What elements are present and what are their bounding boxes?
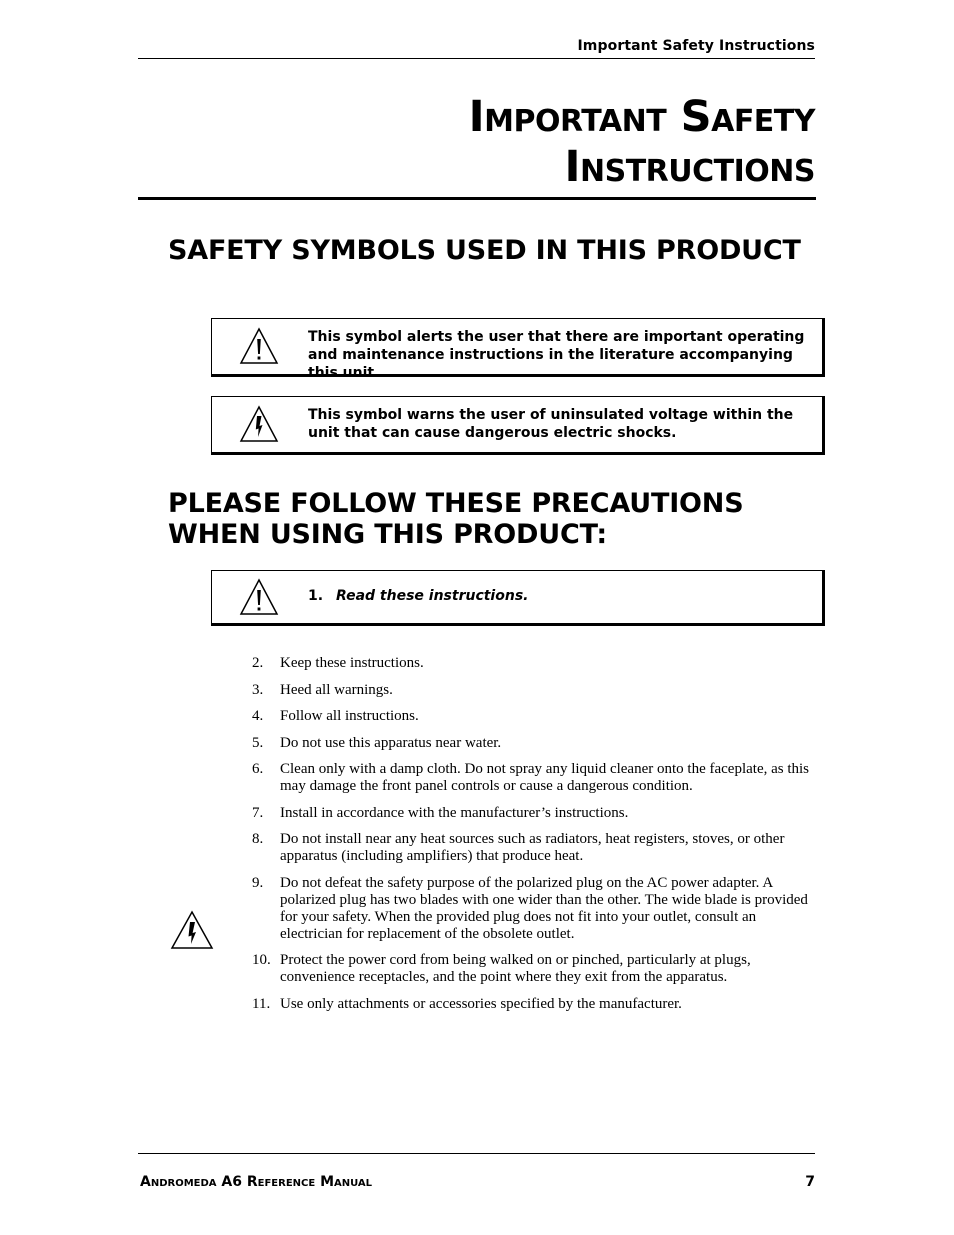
list-item-text: Install in accordance with the manufacturer’s instructions.	[280, 804, 629, 821]
safety-symbols-heading: SAFETY SYMBOLS USED IN THIS PRODUCT	[168, 235, 801, 266]
exclamation-triangle-icon	[239, 578, 279, 616]
list-item-text: Do not install near any heat sources such as radiators, heat registers, stoves, or other apparatus (including amplifiers) that produce heat.	[280, 831, 785, 864]
symbol-box-shock	[211, 396, 825, 455]
list-item-text: Use only attachments or accessories specified by the manufacturer.	[280, 995, 682, 1012]
list-item-number: 10.	[252, 952, 271, 968]
list-item-number: 11.	[252, 995, 271, 1012]
page-title-line-2: Instructions	[564, 142, 815, 192]
list-item-number: 5.	[252, 734, 264, 751]
list-item-text: Protect the power cord from being walked on or pinched, particularly at plugs, convenience receptacles, and the point where they exit from the apparatus.	[280, 952, 751, 985]
symbol-box-caution	[211, 318, 825, 381]
precaution-first-item	[308, 587, 808, 605]
precaution-text: Read these instructions.	[336, 588, 529, 604]
list-item	[252, 735, 812, 752]
list-item	[252, 952, 812, 986]
footer-manual-title: Andromeda A6 Reference Manual	[140, 1174, 373, 1190]
list-item	[252, 875, 812, 943]
list-item-number: 4.	[252, 708, 264, 724]
list-item-text: Clean only with a damp cloth. Do not spray any liquid cleaner onto the faceplate, as this may damage the front panel controls or cause a dangerous condition.	[280, 761, 810, 794]
title-rule	[138, 197, 816, 200]
exclamation-triangle-icon	[239, 327, 279, 365]
page-title-line-1: Important Safety	[468, 92, 815, 142]
footer-rule	[138, 1153, 815, 1154]
symbol-box-caution-text: This symbol alerts the user that there are important operating and maintenance instructions in the literature accompanying this unit.	[308, 329, 805, 381]
list-item-text: Heed all warnings.	[280, 681, 393, 698]
footer-page-number: 7	[805, 1174, 815, 1190]
list-item-text: Do not defeat the safety purpose of the polarized plug on the AC power adapter. A polarized plug has two blades with one wider than the other. The wide blade is provided for your safety. When the provided plug does not fit into your outlet, consult an electrician for replacement of the obsolete outlet.	[280, 874, 808, 942]
list-item-number: 8.	[252, 831, 264, 847]
precautions-list	[252, 655, 812, 1022]
list-item	[252, 805, 812, 822]
list-item	[252, 682, 812, 699]
list-item-number: 6.	[252, 761, 264, 777]
header-rule	[138, 58, 815, 59]
list-item-number: 7.	[252, 804, 264, 821]
lightning-triangle-icon	[170, 910, 214, 950]
precaution-box-first	[211, 570, 825, 626]
running-header: Important Safety Instructions	[577, 38, 815, 54]
symbol-box-shock-text: This symbol warns the user of uninsulated voltage within the unit that can cause dangerous electric shocks.	[308, 407, 794, 441]
page-title	[138, 92, 815, 192]
precautions-heading: PLEASE FOLLOW THESE PRECAUTIONS WHEN USING THIS PRODUCT:	[168, 488, 744, 550]
list-item-text: Follow all instructions.	[280, 708, 419, 724]
list-item	[252, 831, 812, 865]
lightning-triangle-icon	[239, 405, 279, 443]
list-item-text: Do not use this apparatus near water.	[280, 734, 502, 751]
list-item	[252, 708, 812, 725]
list-item	[252, 655, 812, 672]
list-item	[252, 996, 812, 1013]
list-item-text: Keep these instructions.	[280, 655, 424, 671]
list-item-number: 2.	[252, 655, 264, 671]
list-item-number: 3.	[252, 681, 264, 698]
list-item-number: 9.	[252, 874, 264, 891]
list-item	[252, 761, 812, 795]
precaution-number: 1.	[308, 588, 324, 604]
